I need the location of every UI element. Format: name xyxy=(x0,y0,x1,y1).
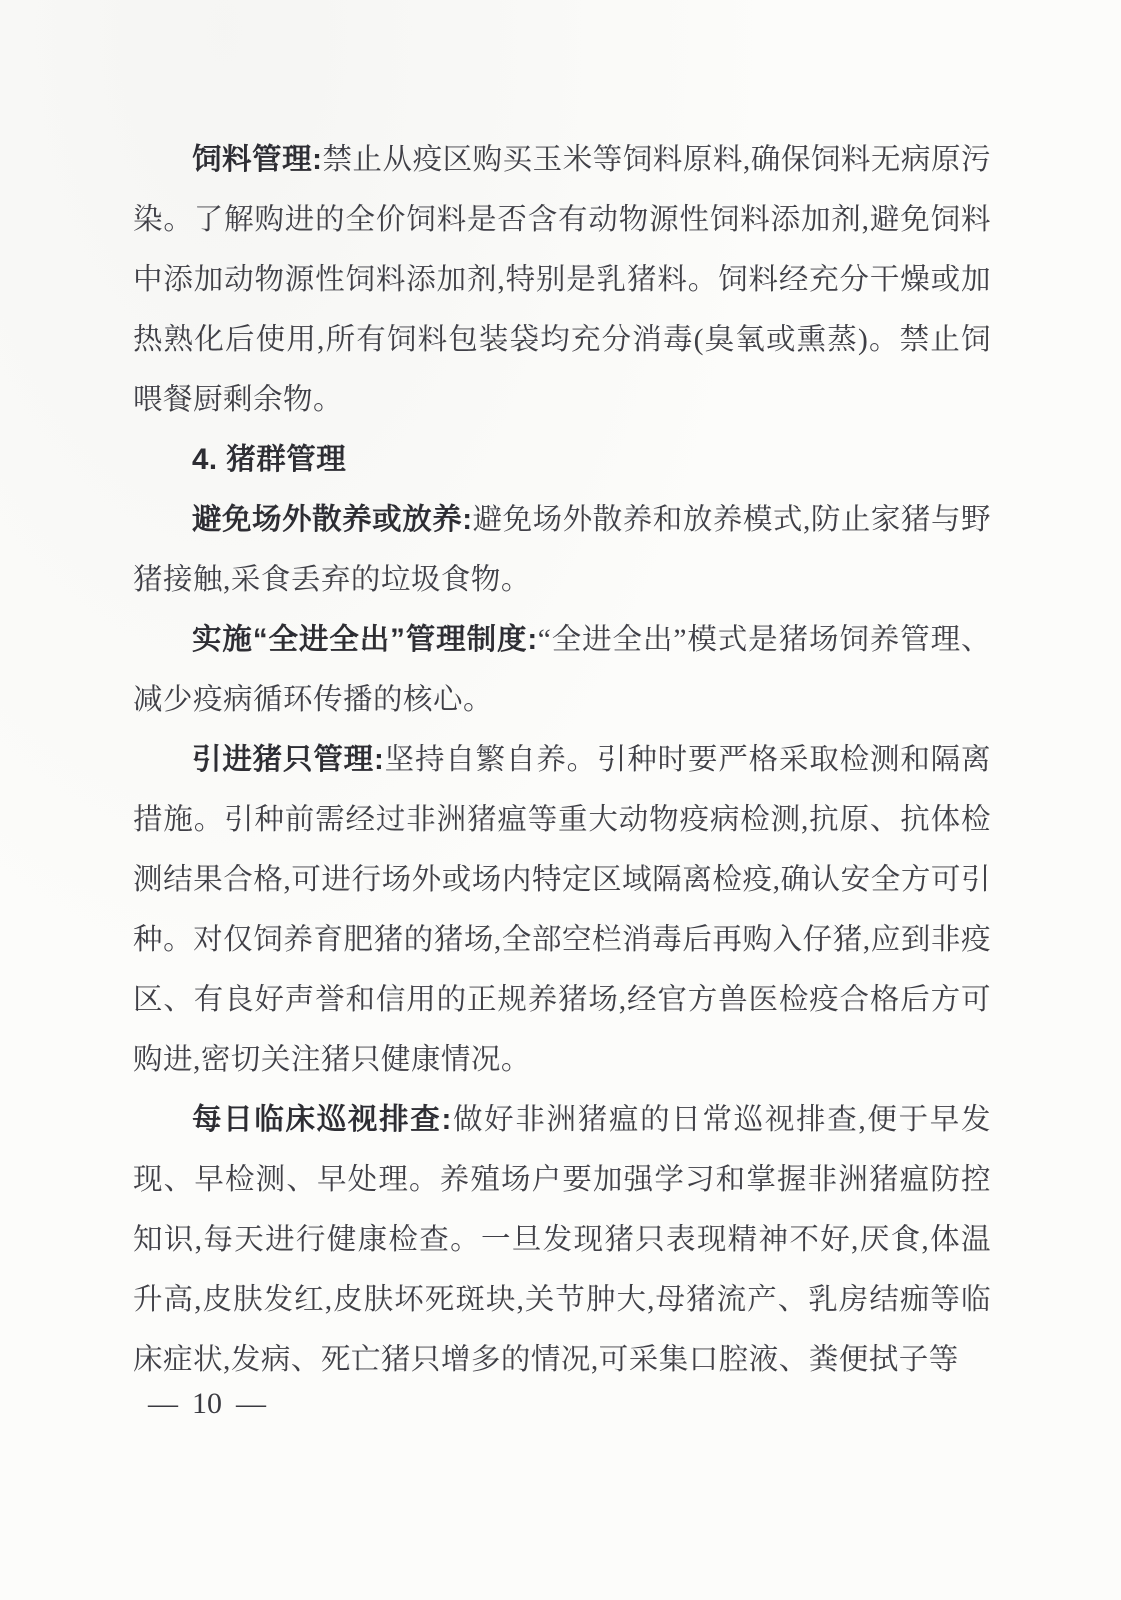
document-text xyxy=(133,130,991,1390)
paragraph-daily-inspection-text: 做好非洲猪瘟的日常巡视排查,便于早发现、早检测、早处理。养殖场户要加强学习和掌握非洲猪瘟防控知识,每天进行健康检查。一旦发现猪只表现精神不好,厌食,体温升高,皮肤发红,皮肤坏死斑块,关节肿大,母猪流产、乳房结痂等临床症状,发病、死亡猪只增多的情况,可采集口腔液、粪便拭子等 xyxy=(133,1104,991,1376)
paragraph-feed-management-text: 禁止从疫区购买玉米等饲料原料,确保饲料无病原污染。了解购进的全价饲料是否含有动物源性饲料添加剂,避免饲料中添加动物源性饲料添加剂,特别是乳猪料。饲料经充分干燥或加热熟化后使用,所有饲料包装袋均充分消毒(臭氧或熏蒸)。禁止饲喂餐厨剩余物。 xyxy=(133,144,991,416)
paragraph-avoid-free-range xyxy=(133,490,991,610)
paragraph-feed-management-lead: 饲料管理: xyxy=(192,143,323,176)
paragraph-avoid-free-range-text: 避免场外散养和放养模式,防止家猪与野猪接触,采食丢弃的垃圾食物。 xyxy=(133,504,991,596)
paragraph-pig-introduction-lead: 引进猪只管理: xyxy=(192,743,385,776)
page-footer xyxy=(148,1386,266,1422)
paragraph-daily-inspection-lead: 每日临床巡视排查: xyxy=(192,1103,452,1136)
paragraph-daily-inspection xyxy=(133,1090,991,1390)
paragraph-pig-introduction-text: 坚持自繁自养。引种时要严格采取检测和隔离措施。引种前需经过非洲猪瘟等重大动物疫病检测,抗原、抗体检测结果合格,可进行场外或场内特定区域隔离检疫,确认安全方可引种。对仅饲养育肥猪的猪场,全部空栏消毒后再购入仔猪,应到非疫区、有良好声誉和信用的正规养猪场,经官方兽医检疫合格后方可购进,密切关注猪只健康情况。 xyxy=(133,744,991,1076)
page-number-right-dash: — xyxy=(236,1387,266,1420)
paragraph-pig-introduction xyxy=(133,730,991,1090)
paragraph-feed-management xyxy=(133,130,991,430)
page-number-left-dash: — xyxy=(148,1387,178,1420)
section-heading-herd-management: 4. 猪群管理 xyxy=(192,443,347,476)
paragraph-all-in-all-out-text: “全进全出”模式是猪场饲养管理、减少疫病循环传播的核心。 xyxy=(133,624,992,716)
paragraph-all-in-all-out-lead: 实施“全进全出”管理制度: xyxy=(192,623,538,656)
paragraph-all-in-all-out xyxy=(133,610,991,730)
page-number: 10 xyxy=(192,1387,222,1420)
paragraph-avoid-free-range-lead: 避免场外散养或放养: xyxy=(192,503,473,536)
